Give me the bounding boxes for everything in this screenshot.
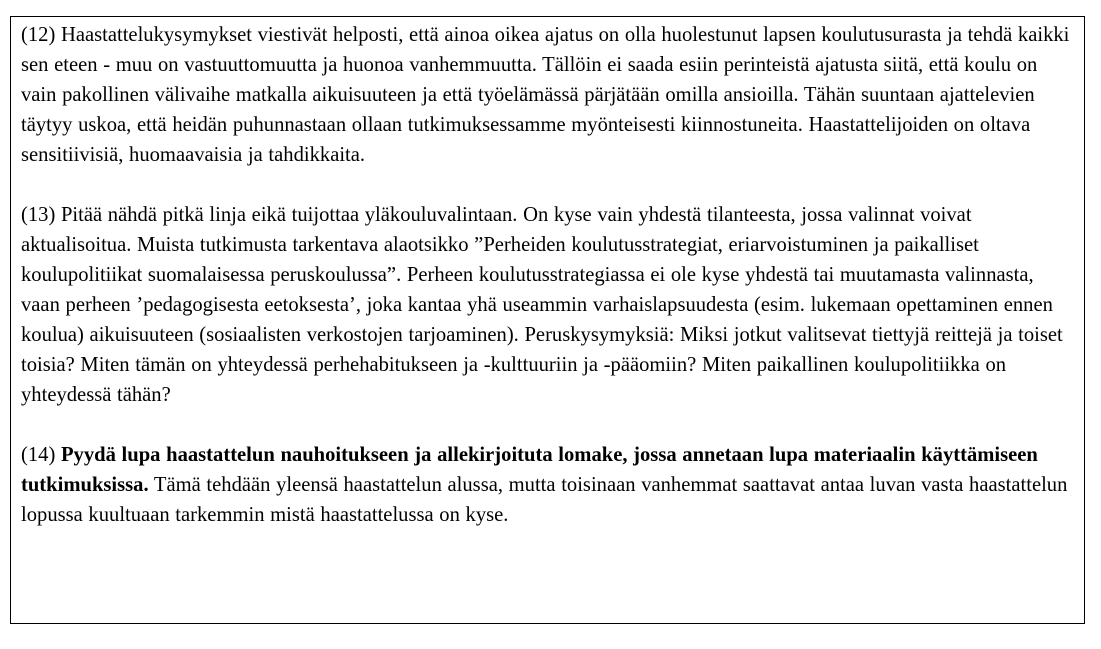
paragraph-gap	[21, 410, 1076, 440]
document-frame	[10, 16, 1085, 624]
paragraph-14-text: Tämä tehdään yleensä haastattelun alussa, mutta toisinaan vanhemmat saattavat antaa luvan vasta haastattelun lopussa kuultuaan tarkemmin mistä haastattelussa on kyse.	[21, 474, 1068, 526]
paragraph-13: (13) Pitää nähdä pitkä linja eikä tuijottaa yläkouluvalintaan. On kyse vain yhdestä tilanteesta, jossa valinnat voivat aktualisoitua. Muista tutkimusta tarkentava alaotsikko ”Perheiden koulutusstrategiat, eriarvoistuminen ja paikalliset koulupolitiikat suomalaisessa peruskoulussa”. Perheen koulutusstrategiassa ei ole kyse yhdestä tai muutamasta valinnasta, vaan perheen ’pedagogisesta eetoksesta’, joka kantaa yhä useammin varhaislapsuudesta (esim. lukemaan opettaminen ennen koulua) aikuisuuteen (sosiaalisten verkostojen tarjoaminen). Peruskysymyksiä: Miksi jotkut valitsevat tiettyjä reittejä ja toiset toisia? Miten tämän on yhteydessä perhehabitukseen ja -kulttuuriin ja -pääomiin? Miten paikallinen koulupolitiikka on yhteydessä tähän?	[21, 204, 1063, 406]
paragraph-gap	[21, 170, 1076, 200]
paragraph-14-bold-instruction: Pyydä lupa haastattelun nauhoitukseen ja allekirjoituta lomake, jossa annetaan lupa materiaalin käyttämiseen tutkimuksissa.	[21, 444, 1038, 496]
paragraph-12: (12) Haastattelukysymykset viestivät helposti, että ainoa oikea ajatus on olla huolestunut lapsen koulutusurasta ja tehdä kaikki sen eteen - muu on vastuuttomuutta ja huonoa vanhemmuutta. Tällöin ei saada esiin perinteistä ajatusta siitä, että koulu on vain pakollinen välivaihe matkalla aikuisuuteen ja että työelämässä pärjätään omilla ansioilla. Tähän suuntaan ajattelevien täytyy uskoa, että heidän puhunnastaan ollaan tutkimuksessamme myönteisesti kiinnostuneita. Haastattelijoiden on oltava sensitiivisiä, huomaavaisia ja tahdikkaita.	[21, 24, 1070, 166]
paragraph-14-number: (14)	[21, 444, 56, 466]
paragraph-14	[21, 440, 1076, 530]
